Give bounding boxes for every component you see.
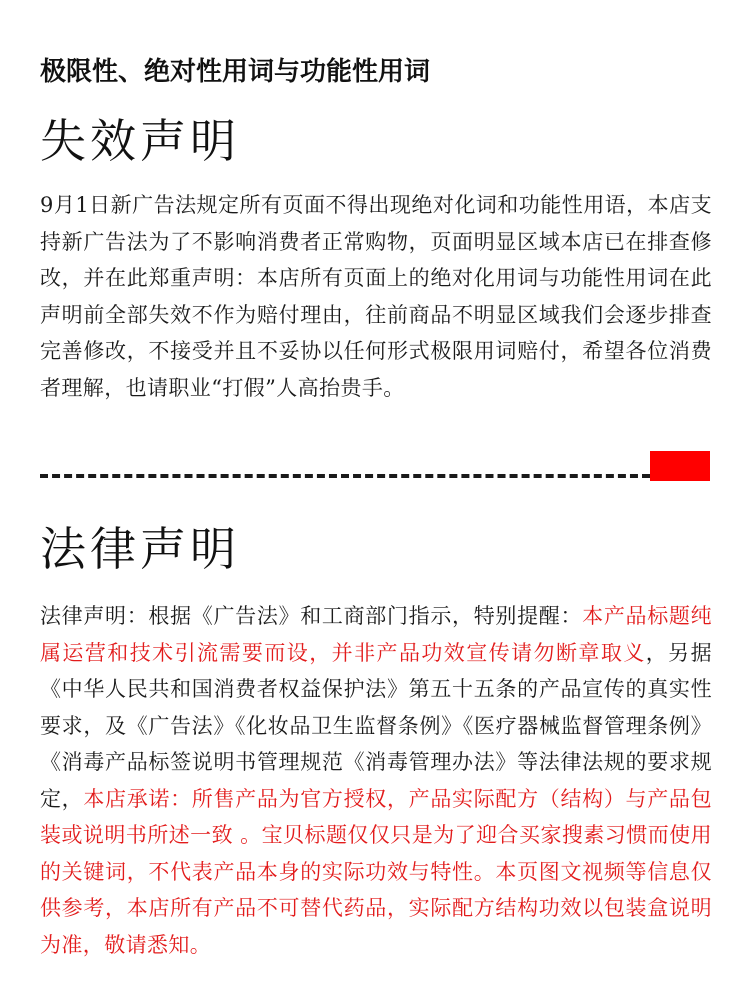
invalidation-statement-body: 9月1日新广告法规定所有页面不得出现绝对化词和功能性用语，本店支持新广告法为了不影响消费者正常购物，页面明显区域本店已在排查修改，并在此郑重声明：本店所有页面上的绝对化用词与功能性用词在此声明前全部失效不作为赔付理由，往前商品不明显区域我们会逐步排查完善修改，不接受并且不妥协以任何形式极限用词赔付，希望各位消费者理解，也请职业“打假”人高抬贵手。 (40, 193, 712, 400)
page-subtitle: 极限性、绝对性用词与功能性用词 (40, 57, 431, 87)
dashed-divider (40, 474, 650, 478)
legal-statement-body (40, 598, 712, 963)
legal-text-regulations: ，另据《中华人民共和国消费者权益保护法》第五十五条的产品宣传的真实性要求，及《广告法》《化妆品卫生监督条例》《医疗器械监督管理条例》《消毒产品标签说明书管理规范《消毒管理办法》等法律法规的要求规定， (40, 640, 712, 811)
legal-text-store-promise: 本店承诺：所售产品为官方授权，产品实际配方（结构）与产品包装或说明书所述一致 。宝贝标题仅仅只是为了迎合买家搜素习惯而使用的关键词，不代表产品本身的实际功效与特性。本页图文视频等信息仅供参考，本店所有产品不可替代药品，实际配方结构功效以包装盒说明为准，敬请悉知。 (40, 786, 712, 957)
legal-text-intro: 法律声明：根据《广告法》和工商部门指示，特别提醒： (40, 604, 583, 628)
legal-text-title-disclaimer: 本产品标题纯属运营和技术引流需要而设，并非产品功效宣传请勿断章取义 (40, 604, 713, 665)
legal-statement-heading: 法律声明 (40, 522, 240, 576)
red-accent-block (650, 451, 710, 481)
invalidation-statement-heading: 失效声明 (40, 114, 240, 168)
